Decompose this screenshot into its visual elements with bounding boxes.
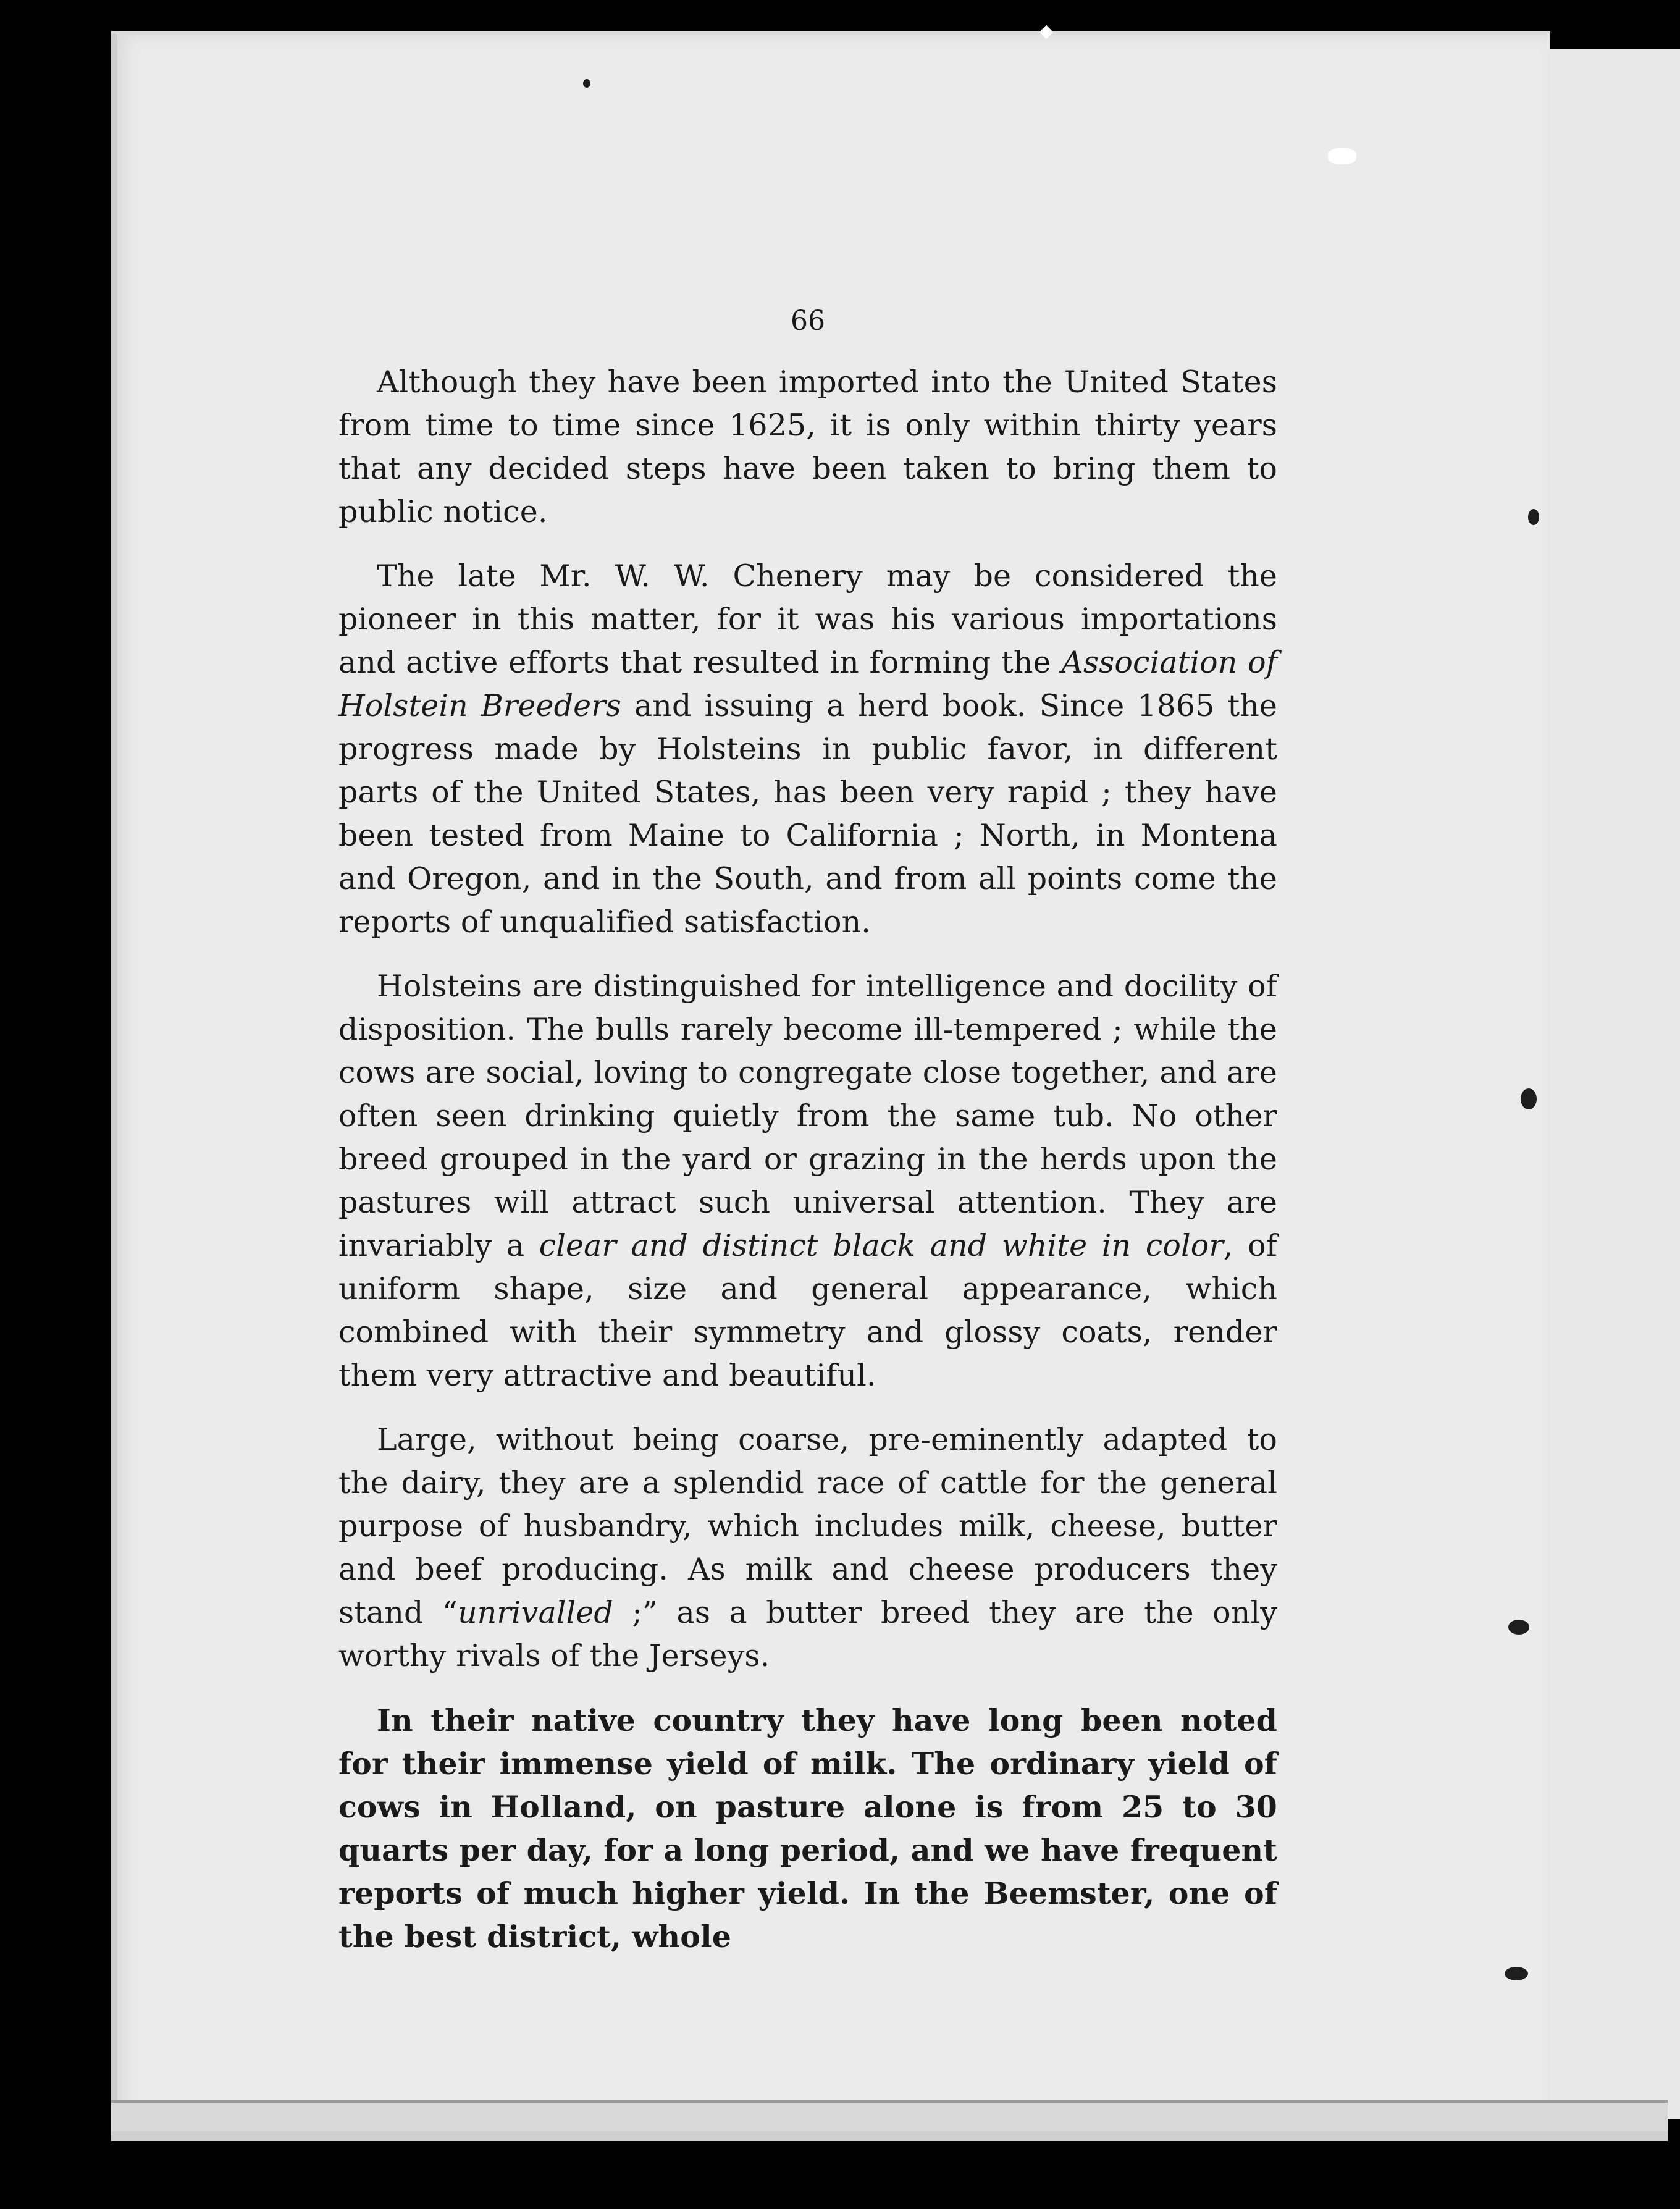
paragraphs: [338, 361, 1277, 1958]
italic-text: Association of Holstein Breeders: [338, 645, 1277, 723]
body-text: Holsteins are distinguished for intelligence and docility of disposition. The bulls rarely become ill-tempered ; while the cows are social, loving to congregate close together, and are often seen drinking quietly from the same tub. No other breed grouped in the yard or grazing in the herds upon the pastures will attract such universal attention. They are invariably a: [338, 969, 1277, 1263]
body-text: Although they have been imported into the United States from time to time since 1625, it is only within thirty years that any decided steps have been taken to bring them to public notice.: [338, 364, 1277, 529]
body-text: In their native country they have long been noted for their immense yield of milk. The ordinary yield of cows in Holland, on pasture alone is from 25 to 30 quarts per day, for a long period, and we have frequent reports of much higher yield. In the Beemster, one of the best district, whole: [338, 1702, 1277, 1954]
binding-hole-mark: [1528, 509, 1539, 525]
binding-hole-mark: [1505, 1967, 1528, 1980]
page-text: [338, 305, 1278, 1979]
body-text: Large, without being coarse, pre-eminently adapted to the dairy, they are a splendid race of cattle for the general purpose of husbandry, which includes milk, cheese, butter and beef producing. As milk and cheese producers they stand “: [338, 1422, 1277, 1630]
paragraph-p5: [338, 1699, 1277, 1958]
paragraph-p1: [338, 361, 1277, 534]
paragraph-p2: [338, 555, 1277, 944]
binding-hole-mark: [1508, 1620, 1529, 1635]
page-number: 66: [791, 305, 825, 337]
binding-hole-mark: [1521, 1088, 1537, 1109]
paragraph-p3: [338, 965, 1277, 1397]
body-text: and issuing a herd book. Since 1865 the progress made by Holsteins in public favor, in different parts of the United States, has been very rapid ; they have been tested from Maine to California ; North, in Montena and Oregon, and in the South, and from all points come the reports of unqualified satisfaction.: [338, 688, 1278, 940]
body-text: ;” as a butter breed they are the only worthy rivals of the Jerseys.: [338, 1595, 1277, 1673]
scan-glare-mark: [1328, 148, 1356, 164]
book-bottom-edge-lower: [111, 2131, 1668, 2141]
page-speck: [583, 79, 590, 88]
body-text: , of uniform shape, size and general appearance, which combined with their symmetry and glossy coats, render them very attractive and beautiful.: [338, 1228, 1277, 1393]
body-text: The late Mr. W. W. Chenery may be considered the pioneer in this matter, for it was his various importations and active efforts that resulted in forming the: [338, 558, 1277, 680]
italic-text: clear and distinct black and white in color: [539, 1228, 1224, 1263]
paragraph-p4: [338, 1418, 1277, 1678]
facing-page-edge: [1544, 49, 1680, 2119]
italic-text: unrivalled: [458, 1595, 613, 1630]
